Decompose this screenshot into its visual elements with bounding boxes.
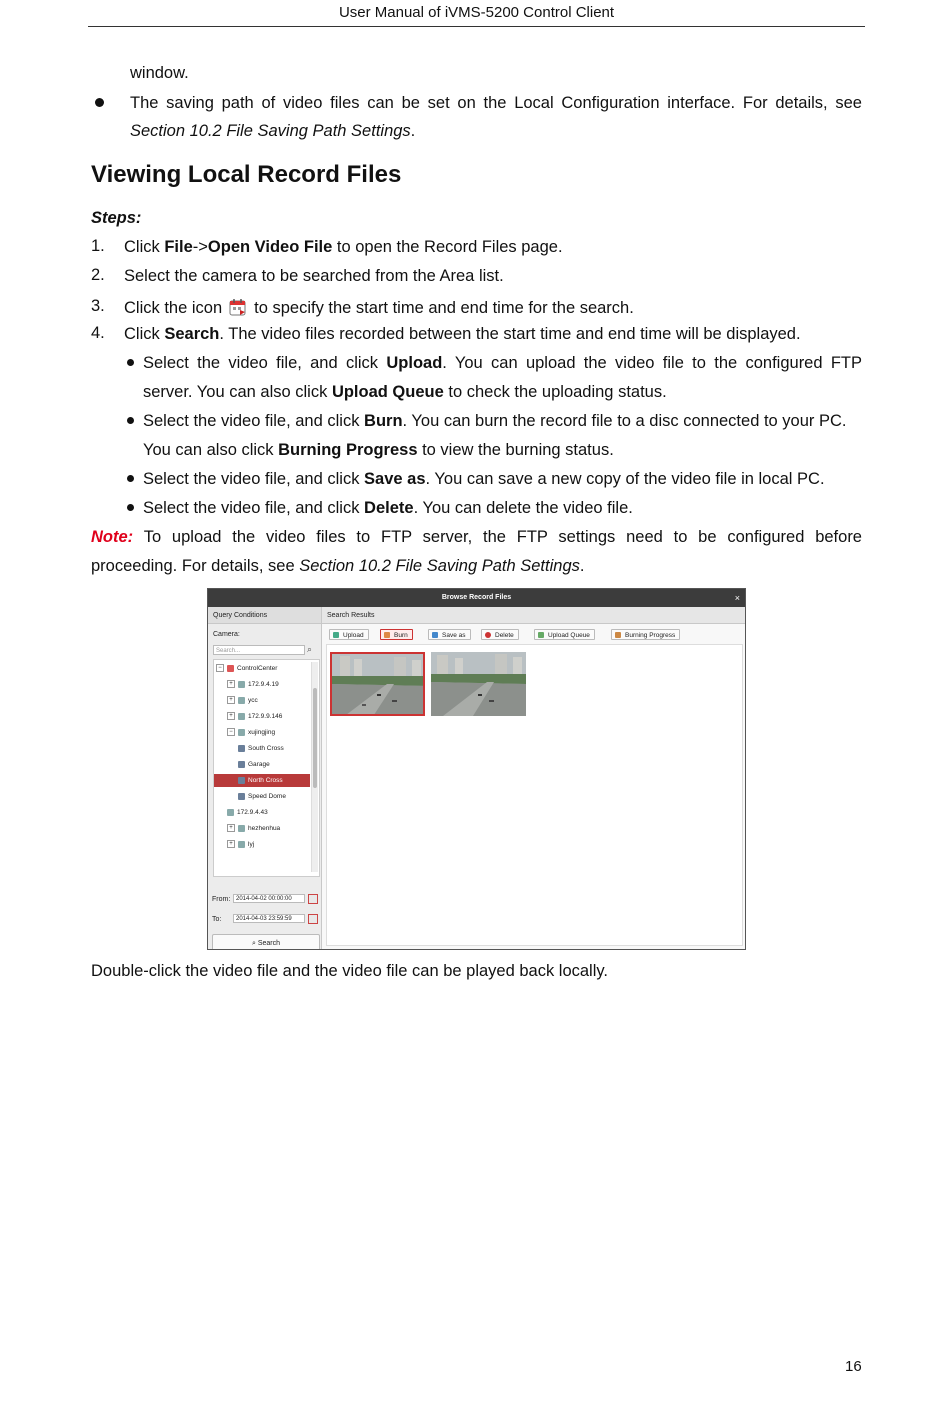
camera-search-input[interactable]: Search... bbox=[213, 645, 305, 655]
bullet-text-ref: Section 10.2 File Saving Path Settings. bbox=[130, 122, 416, 140]
tree-node[interactable] bbox=[227, 694, 258, 707]
sub-bullet-burn-cont: You can also click Burning Progress to view the burning status. bbox=[143, 441, 614, 459]
tree-node-label: 172.9.4.19 bbox=[248, 681, 279, 688]
upload-button[interactable]: Upload bbox=[329, 629, 369, 640]
header-rule bbox=[88, 26, 865, 27]
step-4: Click Search. The video files recorded between the start time and end time will be displayed. bbox=[124, 325, 801, 343]
upload-icon bbox=[333, 632, 339, 638]
upload-queue-icon bbox=[538, 632, 544, 638]
bullet bbox=[95, 98, 104, 107]
sub-bullet bbox=[127, 417, 134, 424]
tree-node[interactable] bbox=[238, 742, 284, 755]
tree-node[interactable] bbox=[227, 806, 268, 819]
calendar-icon[interactable] bbox=[308, 894, 318, 904]
search-results-header: Search Results bbox=[322, 607, 745, 624]
tree-node-label: lyj bbox=[248, 841, 255, 848]
tree-node-label: xujingjing bbox=[248, 729, 276, 736]
step-number: 3. bbox=[91, 297, 105, 315]
tree-node[interactable] bbox=[227, 710, 282, 723]
sub-bullet bbox=[127, 504, 134, 511]
save-icon bbox=[432, 632, 438, 638]
collapse-icon[interactable]: − bbox=[216, 664, 224, 672]
camera-icon bbox=[238, 761, 245, 768]
window-title: Browse Record Files bbox=[208, 589, 745, 607]
collapse-icon[interactable]: − bbox=[227, 728, 235, 736]
expand-icon[interactable]: + bbox=[227, 824, 235, 832]
sub-bullet bbox=[127, 475, 134, 482]
sub-bullet-delete: Select the video file, and click Delete. You can delete the video file. bbox=[143, 499, 633, 517]
tree-scrollbar[interactable] bbox=[311, 662, 318, 872]
burn-icon bbox=[384, 632, 390, 638]
tree-node[interactable] bbox=[238, 758, 270, 771]
step-number: 4. bbox=[91, 324, 105, 342]
bullet-text: The saving path of video files can be set on the Local Configuration interface. For details, see bbox=[130, 94, 862, 112]
to-label: To: bbox=[212, 916, 222, 923]
query-conditions-panel bbox=[208, 607, 322, 949]
step-3: Click the icon to specify the start time and end time for the search. bbox=[124, 299, 634, 317]
tree-node-label: ControlCenter bbox=[237, 665, 278, 672]
tree-node[interactable] bbox=[227, 726, 275, 739]
browse-record-files-window bbox=[207, 588, 746, 950]
burning-progress-button[interactable]: Burning Progress bbox=[611, 629, 680, 640]
sub-bullet-save-as: Select the video file, and click Save as. You can save a new copy of the video file in local PC. bbox=[143, 470, 825, 488]
tree-node[interactable] bbox=[216, 662, 277, 675]
street-scene-thumbnail bbox=[431, 652, 526, 716]
sub-bullet-burn: Select the video file, and click Burn. You can burn the record file to a disc connected to your PC. bbox=[143, 412, 847, 430]
device-icon bbox=[227, 809, 234, 816]
tree-node[interactable] bbox=[214, 774, 310, 787]
page-number: 16 bbox=[845, 1358, 862, 1375]
section-heading: Viewing Local Record Files bbox=[91, 161, 402, 188]
device-icon bbox=[238, 697, 245, 704]
close-icon[interactable]: × bbox=[734, 593, 740, 603]
step-number: 2. bbox=[91, 266, 105, 284]
expand-icon[interactable]: + bbox=[227, 696, 235, 704]
device-icon bbox=[238, 825, 245, 832]
sub-bullet-upload: Select the video file, and click Upload. You can upload the video file to the configured FTP bbox=[143, 354, 863, 372]
tree-node[interactable] bbox=[227, 838, 254, 851]
search-results-panel bbox=[322, 607, 745, 949]
query-conditions-header: Query Conditions bbox=[208, 607, 321, 624]
camera-icon bbox=[238, 777, 245, 784]
search-icon[interactable]: ⌕ bbox=[307, 644, 313, 654]
tree-node-label: 172.9.9.146 bbox=[248, 713, 283, 720]
control-center-icon bbox=[227, 665, 234, 672]
expand-icon[interactable]: + bbox=[227, 840, 235, 848]
to-datetime-input[interactable]: 2014-04-03 23:59:59 bbox=[233, 914, 305, 923]
camera-icon bbox=[238, 793, 245, 800]
device-icon bbox=[238, 841, 245, 848]
search-button[interactable]: ⌕ Search bbox=[212, 934, 320, 950]
step-2: Select the camera to be searched from the Area list. bbox=[124, 267, 504, 285]
camera-icon bbox=[238, 745, 245, 752]
tree-node-label: 172.9.4.43 bbox=[237, 809, 268, 816]
from-label: From: bbox=[212, 896, 231, 903]
delete-button[interactable]: Delete bbox=[481, 629, 519, 640]
steps-label: Steps: bbox=[91, 209, 142, 227]
tree-node[interactable] bbox=[227, 678, 279, 691]
burning-progress-icon bbox=[615, 632, 621, 638]
calendar-icon[interactable] bbox=[308, 914, 318, 924]
expand-icon[interactable]: + bbox=[227, 712, 235, 720]
step-number: 1. bbox=[91, 237, 105, 255]
sub-bullet-upload-cont: server. You can also click Upload Queue to check the uploading status. bbox=[143, 383, 667, 401]
device-icon bbox=[238, 681, 245, 688]
device-icon bbox=[238, 729, 245, 736]
note-paragraph: Note: To upload the video files to FTP server, the FTP settings need to be configured before bbox=[91, 528, 862, 546]
upload-queue-button[interactable]: Upload Queue bbox=[534, 629, 595, 640]
delete-icon bbox=[485, 632, 491, 638]
tree-node[interactable] bbox=[238, 790, 286, 803]
burn-button[interactable]: Burn bbox=[380, 629, 413, 640]
tree-node-label: Speed Dome bbox=[248, 793, 286, 800]
tree-node-label: Garage bbox=[248, 761, 270, 768]
results-grid bbox=[326, 644, 743, 946]
expand-icon[interactable]: + bbox=[227, 680, 235, 688]
device-icon bbox=[238, 713, 245, 720]
street-scene-thumbnail bbox=[332, 654, 425, 716]
camera-tree bbox=[213, 659, 320, 877]
from-datetime-input[interactable]: 2014-04-02 00:00:00 bbox=[233, 894, 305, 903]
note-paragraph-cont: proceeding. For details, see Section 10.2 File Saving Path Settings. bbox=[91, 557, 585, 575]
camera-label: Camera: bbox=[213, 631, 240, 638]
tree-node-label: South Cross bbox=[248, 745, 284, 752]
save-as-button[interactable]: Save as bbox=[428, 629, 471, 640]
tree-node-label: ycc bbox=[248, 697, 258, 704]
video-thumbnail[interactable] bbox=[431, 652, 526, 716]
continued-text: window. bbox=[130, 64, 189, 82]
video-thumbnail[interactable] bbox=[330, 652, 425, 716]
step-1: Click File->Open Video File to open the Record Files page. bbox=[124, 238, 563, 256]
tree-node[interactable] bbox=[227, 822, 280, 835]
tree-node-label: hezhenhua bbox=[248, 825, 281, 832]
closing-text: Double-click the video file and the video file can be played back locally. bbox=[91, 962, 608, 980]
sub-bullet bbox=[127, 359, 134, 366]
calendar-icon bbox=[228, 297, 248, 317]
scrollbar-thumb[interactable] bbox=[313, 688, 317, 788]
page-header: User Manual of iVMS-5200 Control Client bbox=[338, 4, 615, 21]
tree-node-label: North Cross bbox=[248, 777, 283, 784]
